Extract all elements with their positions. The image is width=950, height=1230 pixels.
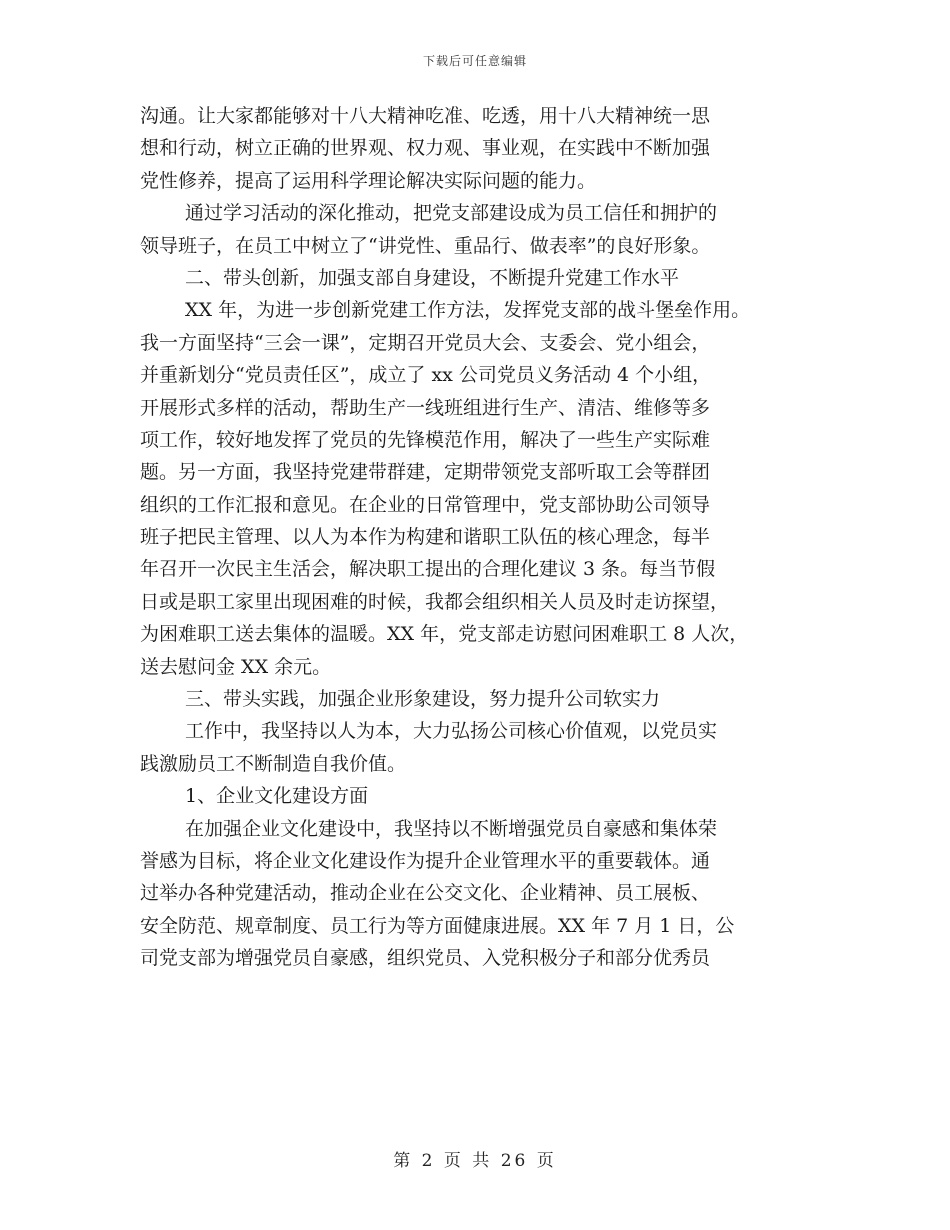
page-header: 下载后可任意编辑 — [422, 54, 527, 68]
text-line: 日或是职工家里出现困难的时候，我都会组织相关人员及时走访探望， — [140, 590, 730, 613]
text-line: 组织的工作汇报和意见。在企业的日常管理中，党支部协助公司领导 — [140, 493, 711, 516]
text-line: 司党支部为增强党员自豪感，组织党员、入党积极分子和部分优秀员 — [140, 947, 711, 970]
text-line: 开展形式多样的活动，帮助生产一线班组进行生产、清洁、维修等多 — [140, 396, 711, 419]
text-line: 誉感为目标，将企业文化建设作为提升企业管理水平的重要载体。通 — [140, 849, 711, 872]
text-line: XX 年，为进一步创新党建工作方法，发挥党支部的战斗堡垒作用。 — [185, 299, 751, 322]
text-line: 过举办各种党建活动，推动企业在公交文化、企业精神、员工展板、 — [140, 882, 711, 905]
text-line: 题。另一方面，我坚持党建带群建，定期带领党支部听取工会等群团 — [140, 461, 711, 484]
text-line: 想和行动，树立正确的世界观、权力观、事业观，在实践中不断加强 — [140, 137, 711, 160]
text-line: 安全防范、规章制度、员工行为等方面健康进展。XX 年 7 月 1 日，公 — [140, 914, 735, 937]
text-line: 年召开一次民主生活会，解决职工提出的合理化建议 3 条。每当节假 — [140, 558, 716, 581]
text-line: 践激励员工不断制造自我价值。 — [140, 752, 407, 775]
text-line: 通过学习活动的深化推动，把党支部建设成为员工信任和拥护的 — [185, 202, 718, 225]
text-line: 送去慰问金 XX 余元。 — [140, 655, 332, 678]
text-line: 工作中，我坚持以人为本，大力弘扬公司核心价值观，以党员实 — [185, 720, 718, 743]
text-line: 班子把民主管理、以人为本作为构建和谐职工队伍的核心理念，每半 — [140, 526, 711, 549]
text-line: 沟通。让大家都能够对十八大精神吃准、吃透，用十八大精神统一思 — [140, 105, 711, 127]
text-line: 1、企业文化建设方面 — [185, 785, 369, 808]
page-footer: 第 2 页 共 26 页 — [393, 1151, 557, 1171]
text-line: 在加强企业文化建设中，我坚持以不断增强党员自豪感和集体荣 — [185, 817, 718, 840]
document-body — [140, 100, 810, 975]
text-line: 项工作，较好地发挥了党员的先锋模范作用，解决了一些生产实际难 — [140, 428, 711, 451]
text-line: 领导班子，在员工中树立了“讲党性、重品行、做表率”的良好形象。 — [140, 234, 711, 257]
text-line: 我一方面坚持“三会一课”，定期召开党员大会、支委会、党小组会， — [140, 331, 711, 354]
text-line: 为困难职工送去集体的温暖。XX 年，党支部走访慰问困难职工 8 人次， — [140, 623, 749, 646]
text-line: 二、带头创新，加强支部自身建设，不断提升党建工作水平 — [185, 266, 680, 289]
text-line: 并重新划分“党员责任区”，成立了 xx 公司党员义务活动 4 个小组， — [140, 364, 712, 387]
text-line: 三、带头实践，加强企业形象建设，努力提升公司软实力 — [185, 688, 661, 711]
text-line: 党性修养，提高了运用科学理论解决实际问题的能力。 — [140, 169, 597, 192]
